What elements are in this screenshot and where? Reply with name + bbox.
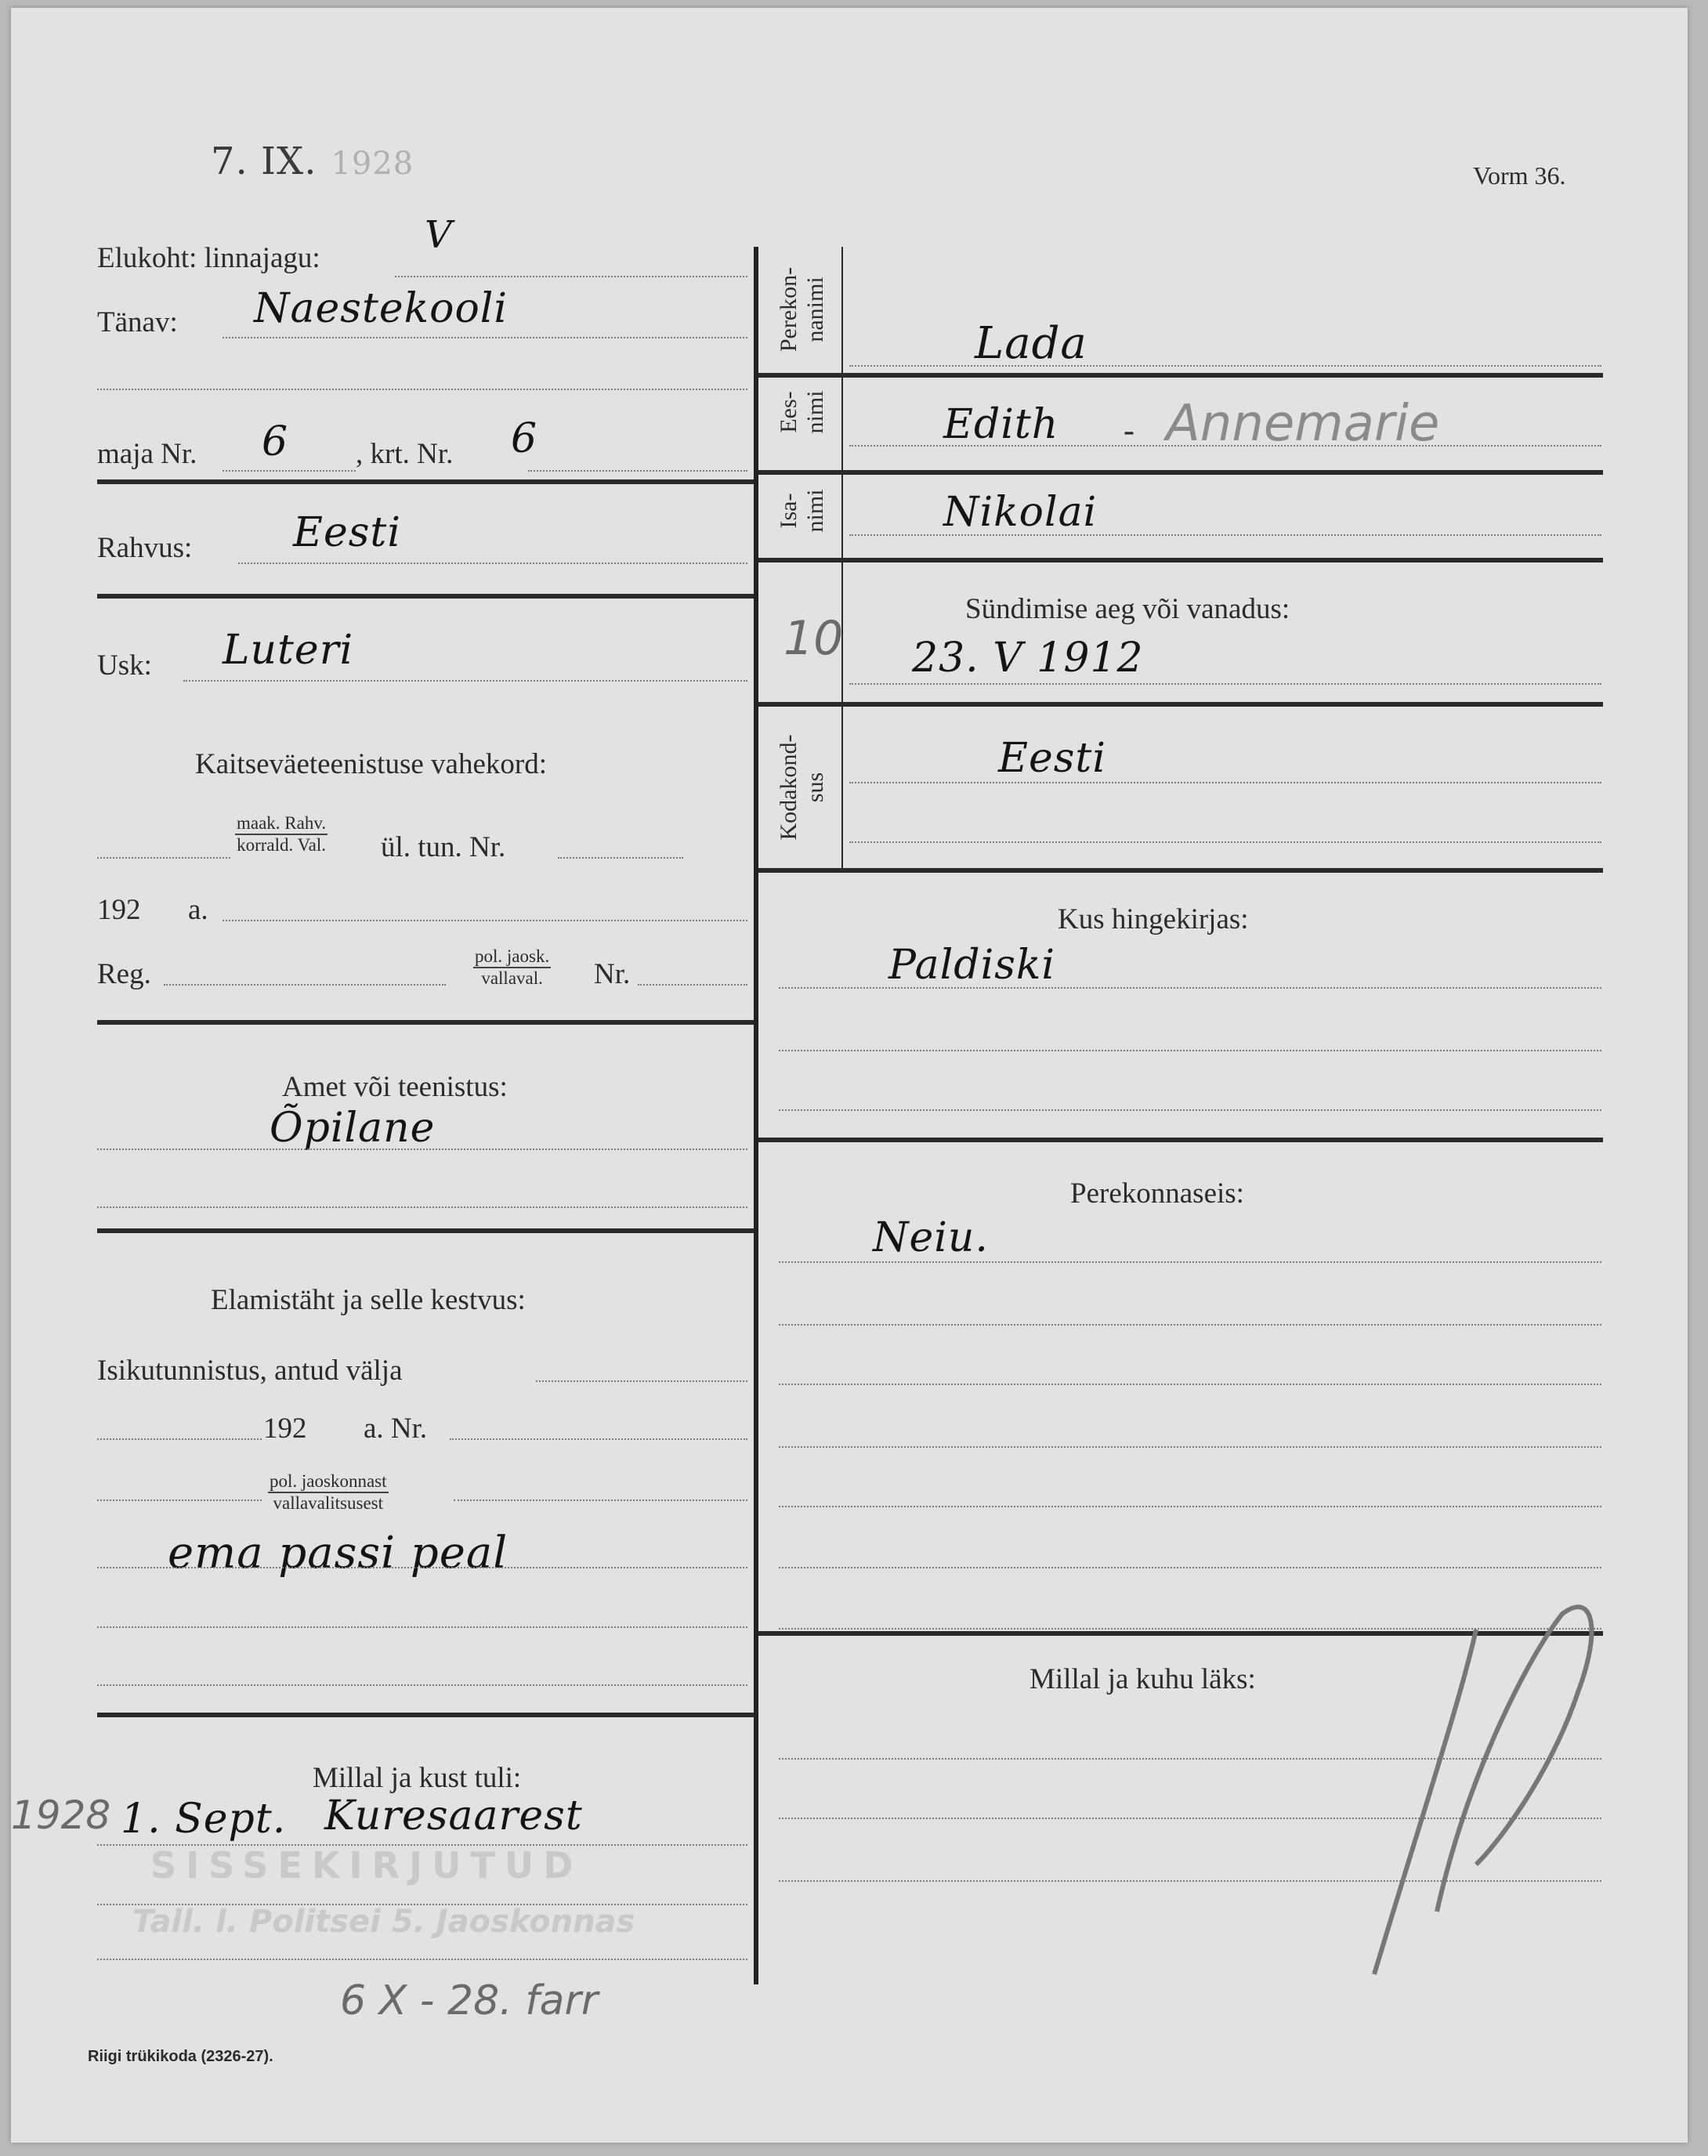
divider-left-3 xyxy=(97,1020,754,1025)
surname-label: Perekon- nanimi xyxy=(776,266,828,353)
military-fraction xyxy=(235,813,327,856)
nationality-label: Rahvus: xyxy=(97,532,193,564)
id-year-line-pre xyxy=(97,1438,262,1440)
stamp-date-year: 1928 xyxy=(331,146,414,182)
occupation-line-1 xyxy=(97,1149,747,1150)
id-value-line-2 xyxy=(97,1626,747,1628)
id-label: Isikutunnistus, antud välja xyxy=(97,1355,403,1387)
religion-value: Luteri xyxy=(223,627,354,674)
year-label: 192 xyxy=(97,894,141,926)
apt-label: , krt. Nr. xyxy=(356,438,454,470)
military-line-2 xyxy=(558,857,683,859)
firstname-line xyxy=(849,445,1601,447)
father-value: Nikolai xyxy=(943,489,1098,536)
arrival-year: 1928 xyxy=(11,1792,111,1838)
divider-left-4 xyxy=(97,1228,754,1233)
reg-line xyxy=(164,984,446,986)
citizenship-label: Kodakond- sus xyxy=(776,734,828,841)
street-line-2 xyxy=(97,389,747,390)
divider-right-2 xyxy=(758,470,1603,475)
registration-stamp-line1: SISSEKIRJUTUD xyxy=(150,1844,583,1886)
center-divider xyxy=(754,247,758,1984)
id-fraction xyxy=(268,1471,389,1514)
stamp-date-main: 7. IX. xyxy=(211,139,317,183)
registry-heading: Kus hingekirjas: xyxy=(1058,903,1249,935)
reg-nr: Nr. xyxy=(594,958,631,990)
family-line-4 xyxy=(779,1446,1601,1448)
divider-left-2 xyxy=(97,594,754,599)
apt-line xyxy=(528,470,747,472)
id-frac-line-l xyxy=(97,1499,262,1501)
residence-line xyxy=(395,276,747,277)
registration-form-sheet xyxy=(11,8,1688,2143)
divider-right-5 xyxy=(758,868,1603,873)
citizenship-line-2 xyxy=(849,841,1601,843)
id-frac-den: vallavalitsusest xyxy=(273,1493,384,1513)
house-line xyxy=(223,470,356,472)
family-heading: Perekonnaseis: xyxy=(1070,1177,1244,1210)
reg-nr-line xyxy=(638,984,747,986)
family-line-2 xyxy=(779,1324,1601,1326)
form-number: Vorm 36. xyxy=(1473,161,1566,190)
registration-stamp-line2: Tall. l. Politsei 5. Jaoskonnas xyxy=(132,1904,635,1940)
pencil-scribble-icon xyxy=(1327,1583,1656,1990)
divider-right-6 xyxy=(758,1138,1603,1142)
pencil-note: 6 X - 28. farr xyxy=(340,1977,599,2024)
house-label: maja Nr. xyxy=(97,438,197,470)
printer-mark: Riigi trükikoda (2326-27). xyxy=(88,2048,273,2065)
firstname-value: Edith xyxy=(943,401,1059,448)
military-heading: Kaitseväeteenistuse vahekord: xyxy=(195,748,547,780)
family-line-1 xyxy=(779,1261,1601,1263)
military-suffix: ül. tun. Nr. xyxy=(381,831,506,863)
id-frac-num: pol. jaoskonnast xyxy=(268,1471,389,1493)
family-line-3 xyxy=(779,1384,1601,1385)
id-frac-line-r xyxy=(454,1499,747,1501)
divider-right-3 xyxy=(758,558,1603,563)
id-year: 192 xyxy=(263,1413,307,1445)
father-line xyxy=(849,534,1601,536)
id-value: ema passi peal xyxy=(168,1528,508,1579)
family-line-6 xyxy=(779,1567,1601,1568)
divider-right-4 xyxy=(758,702,1603,707)
surname-value: Lada xyxy=(975,318,1087,369)
occupation-line-2 xyxy=(97,1206,747,1208)
arrival-heading: Millal ja kust tuli: xyxy=(313,1762,522,1794)
year-line xyxy=(223,920,747,921)
arrival-line-3 xyxy=(97,1959,747,1960)
family-line-5 xyxy=(779,1506,1601,1507)
reg-label: Reg. xyxy=(97,958,151,990)
street-label: Tänav: xyxy=(97,306,178,338)
military-frac-num: maak. Rahv. xyxy=(235,813,327,835)
divider-right-1 xyxy=(758,373,1603,378)
divider-left-5 xyxy=(97,1713,754,1717)
id-value-line-3 xyxy=(97,1684,747,1686)
registry-line-3 xyxy=(779,1109,1601,1111)
nationality-value: Eesti xyxy=(293,509,401,556)
military-frac-den: korrald. Val. xyxy=(237,835,327,855)
birth-line xyxy=(849,683,1601,685)
family-value: Neiu. xyxy=(873,1214,989,1261)
house-value: 6 xyxy=(262,418,289,465)
id-line xyxy=(536,1380,747,1382)
firstname-dash: - xyxy=(1124,413,1134,449)
street-value: Naestekooli xyxy=(254,285,508,332)
date-stamp xyxy=(211,139,414,183)
reg-fraction xyxy=(473,946,551,989)
residence-value: V xyxy=(425,213,453,257)
arrival-place: Kuresaarest xyxy=(324,1792,583,1839)
firstname-extra: Annemarie xyxy=(1166,395,1440,453)
apt-value: 6 xyxy=(511,415,538,462)
occupation-heading: Amet või teenistus: xyxy=(282,1071,508,1103)
arrival-date: 1. Sept. xyxy=(121,1796,287,1843)
registry-line-2 xyxy=(779,1050,1601,1051)
military-line-1 xyxy=(97,857,230,859)
birth-value: 23. V 1912 xyxy=(912,635,1144,682)
id-value-line xyxy=(97,1567,747,1568)
street-line xyxy=(223,337,747,338)
religion-label: Usk: xyxy=(97,649,152,682)
religion-line xyxy=(183,680,747,682)
surname-line xyxy=(849,365,1601,367)
divider-left-1 xyxy=(97,479,754,484)
reg-frac-num: pol. jaosk. xyxy=(473,946,551,968)
firstname-label: Ees- nimi xyxy=(776,390,828,434)
residence-label: Elukoht: linnajagu: xyxy=(97,242,320,274)
id-suffix: a. Nr. xyxy=(364,1413,428,1445)
registry-value: Paldiski xyxy=(888,942,1056,989)
birth-heading: Sündimise aeg või vanadus: xyxy=(965,593,1290,625)
birth-pencil: 10 xyxy=(783,611,844,666)
year-suffix: a. xyxy=(188,894,208,926)
father-label: Isa- nimi xyxy=(776,489,828,533)
citizenship-line-1 xyxy=(849,782,1601,783)
nationality-line xyxy=(238,563,747,564)
registry-line-1 xyxy=(779,987,1601,989)
occupation-value: Õpilane xyxy=(270,1105,436,1152)
reg-frac-den: vallaval. xyxy=(481,968,543,988)
residence-permit-heading: Elamistäht ja selle kestvus: xyxy=(211,1284,526,1316)
departure-heading: Millal ja kuhu läks: xyxy=(1030,1663,1256,1695)
citizenship-value: Eesti xyxy=(998,735,1106,782)
id-nr-line xyxy=(450,1438,747,1440)
